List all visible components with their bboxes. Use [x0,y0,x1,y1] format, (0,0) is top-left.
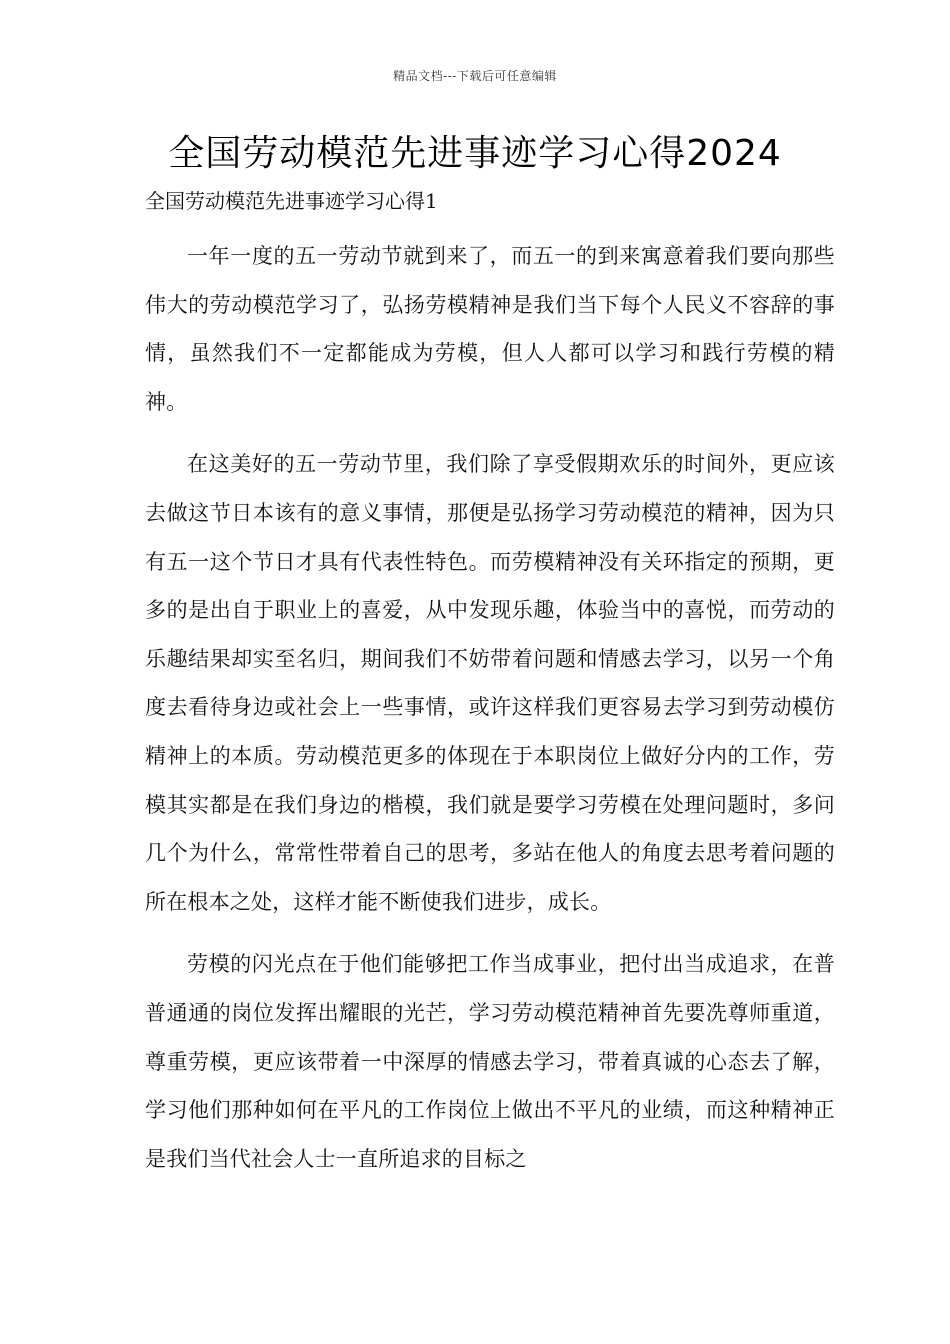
paragraph: 劳模的闪光点在于他们能够把工作当成事业，把付出当成追求，在普普通通的岗位发挥出耀眼的光芒，学习劳动模范精神首先要冼尊师重道，尊重劳模，更应该带着一中深厚的情感去学习，带着真诚的心态去了解，学习他们那种如何在平凡的工作岗位上做出不平凡的业绩，而这种精神正是我们当代社会人士一直所追求的目标之 [145,952,835,1171]
header-note: 精品文档---下载后可任意编辑 [393,69,557,83]
document-subtitle: 全国劳动模范先进事迹学习心得1 [145,189,438,213]
paragraph: 在这美好的五一劳动节里，我们除了享受假期欢乐的时间外，更应该去做这节日本该有的意义事情，那便是弘扬学习劳动模范的精神，因为只有五一这个节日才具有代表性特色。而劳模精神没有关环指定的预期，更多的是出自于职业上的喜爱，从中发现乐趣，体验当中的喜悦，而劳动的乐趣结果却实至名归，期间我们不妨带着问题和情感去学习，以另一个角度去看待身边或社会上一些事情，或许这样我们更容易去学习到劳动模仿精神上的本质。劳动模范更多的体现在于本职岗位上做好分内的工作，劳模其实都是在我们身边的楷模，我们就是要学习劳模在处理问题时，多问几个为什么，常常性带着自己的思考，多站在他人的角度去思考着问题的所在根本之处，这样才能不断使我们进步，成长。 [145,452,835,914]
document-body [145,232,835,1197]
document-title: 全国劳动模范先进事迹学习心得2024 [168,133,782,174]
paragraph: 一年一度的五一劳动节就到来了，而五一的到来寓意着我们要向那些伟大的劳动模范学习了，弘扬劳模精神是我们当下每个人民义不容辞的事情，虽然我们不一定都能成为劳模，但人人都可以学习和践行劳模的精神。 [145,244,835,414]
